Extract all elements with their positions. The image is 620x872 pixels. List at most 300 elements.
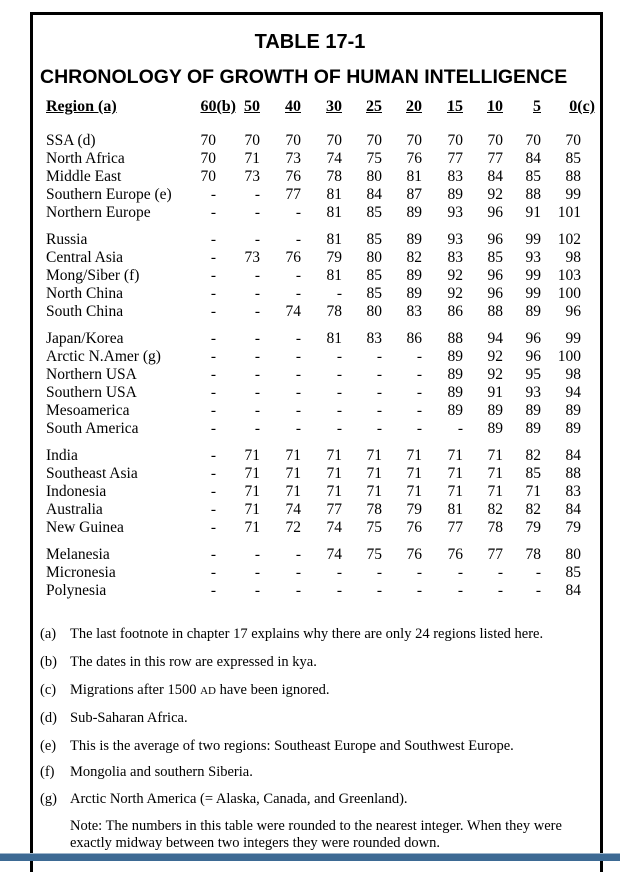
table-number: TABLE 17-1 (254, 31, 366, 53)
table-cell: 71 (326, 483, 342, 500)
row-region-label: Russia (46, 231, 88, 248)
column-header-50 (230, 98, 260, 116)
table-cell: - (295, 384, 301, 401)
table-cell: 85 (565, 150, 581, 167)
footnote (40, 791, 408, 808)
table-cell: 85 (525, 168, 541, 185)
table-cell: 84 (525, 150, 541, 167)
table-cell: - (254, 186, 260, 203)
table-cell: - (416, 348, 422, 365)
table-cell: - (295, 204, 301, 221)
footnote-text-text-before: Migrations after 1500 (70, 682, 201, 698)
table-cell: - (295, 366, 301, 383)
table-cell: 84 (565, 582, 581, 599)
table-cell: 93 (447, 204, 463, 221)
table-cell: - (254, 330, 260, 347)
table-cell: 70 (447, 132, 463, 149)
rounding-note: Note: The numbers in this table were rounded to the nearest integer. When they were exactly midway between two integers they were rounded down. (70, 818, 562, 851)
table-cell: - (295, 330, 301, 347)
table-cell: - (376, 402, 382, 419)
column-header-note: (c) (577, 98, 595, 115)
footnote-text: Sub-Saharan Africa. (70, 710, 188, 726)
table-cell: 99 (525, 267, 541, 284)
table-cell: - (336, 384, 342, 401)
table-cell: - (210, 564, 216, 581)
table-cell: 96 (487, 204, 503, 221)
row-region-label: Melanesia (46, 546, 110, 563)
table-cell: 82 (487, 501, 503, 518)
table-cell: 83 (447, 249, 463, 266)
table-cell: 71 (244, 150, 260, 167)
column-header-40 (271, 98, 301, 116)
table-cell: - (336, 366, 342, 383)
table-cell: 83 (366, 330, 382, 347)
header-region-note: (a) (94, 98, 117, 115)
column-header-25 (352, 98, 382, 116)
footnote-text: Mongolia and southern Siberia. (70, 764, 253, 780)
table-cell: 71 (406, 447, 422, 464)
table-cell: 96 (525, 330, 541, 347)
table-cell: 81 (326, 231, 342, 248)
footnote-key: (g) (40, 791, 57, 807)
table-cell: - (336, 402, 342, 419)
table-cell: - (336, 285, 342, 302)
header-region (46, 98, 117, 116)
table-cell: 89 (565, 420, 581, 437)
table-cell: 71 (366, 465, 382, 482)
table-cell: 77 (487, 546, 503, 563)
table-cell: 70 (285, 132, 301, 149)
table-cell: 87 (406, 186, 422, 203)
table-cell: 70 (487, 132, 503, 149)
table-cell: 71 (326, 447, 342, 464)
table-cell: - (254, 582, 260, 599)
column-header-0 (543, 98, 595, 116)
table-cell: - (210, 519, 216, 536)
table-cell: - (376, 582, 382, 599)
table-cell: - (254, 366, 260, 383)
footnote (40, 710, 188, 727)
table-cell: - (210, 546, 216, 563)
table-cell: - (210, 366, 216, 383)
row-region-label: India (46, 447, 78, 464)
table-cell: - (210, 420, 216, 437)
table-cell: 89 (406, 231, 422, 248)
table-cell: - (254, 303, 260, 320)
row-region-label: Indonesia (46, 483, 107, 500)
table-cell: 99 (525, 285, 541, 302)
table-cell: 74 (326, 150, 342, 167)
column-header-label: 15 (447, 98, 463, 115)
table-cell: 89 (447, 348, 463, 365)
table-cell: 82 (525, 501, 541, 518)
table-cell: 70 (200, 132, 216, 149)
table-cell: 101 (557, 204, 581, 221)
table-cell: 70 (200, 150, 216, 167)
table-cell: - (210, 249, 216, 266)
row-region-label: Japan/Korea (46, 330, 124, 347)
table-cell: 73 (244, 249, 260, 266)
table-cell: 76 (406, 150, 422, 167)
column-header-30 (312, 98, 342, 116)
table-cell: 71 (406, 465, 422, 482)
table-cell: 89 (525, 420, 541, 437)
table-cell: - (295, 285, 301, 302)
table-cell: 70 (565, 132, 581, 149)
table-cell: - (254, 204, 260, 221)
column-header-10 (473, 98, 503, 116)
table-cell: 89 (406, 204, 422, 221)
table-cell: 86 (447, 303, 463, 320)
table-cell: - (457, 564, 463, 581)
table-cell: 76 (285, 168, 301, 185)
table-cell: 75 (366, 519, 382, 536)
table-cell: 89 (487, 402, 503, 419)
row-region-label: Middle East (46, 168, 122, 185)
table-cell: - (210, 582, 216, 599)
table-cell: - (210, 348, 216, 365)
row-region-label: New Guinea (46, 519, 124, 536)
table-cell: 96 (525, 348, 541, 365)
table-cell: 71 (244, 483, 260, 500)
table-cell: - (254, 402, 260, 419)
table-cell: 78 (525, 546, 541, 563)
column-header-label: 10 (487, 98, 503, 115)
table-cell: 77 (326, 501, 342, 518)
table-cell: 77 (447, 519, 463, 536)
column-header-20 (392, 98, 422, 116)
table-cell: 92 (487, 348, 503, 365)
table-cell: 77 (487, 150, 503, 167)
table-cell: 98 (565, 366, 581, 383)
table-cell: 98 (565, 249, 581, 266)
table-cell: - (336, 564, 342, 581)
row-region-label: SSA (d) (46, 132, 96, 149)
table-title: CHRONOLOGY OF GROWTH OF HUMAN INTELLIGENCE (40, 66, 568, 88)
table-cell: 71 (244, 447, 260, 464)
table-cell: 89 (406, 285, 422, 302)
table-cell: 89 (406, 267, 422, 284)
table-cell: 102 (557, 231, 581, 248)
table-cell: 78 (326, 303, 342, 320)
table-cell: 76 (447, 546, 463, 563)
table-cell: 83 (406, 303, 422, 320)
footnote-key: (e) (40, 738, 57, 754)
table-cell: 92 (487, 366, 503, 383)
table-cell: 71 (366, 483, 382, 500)
footnote-text: This is the average of two regions: Southeast Europe and Southwest Europe. (70, 738, 514, 754)
table-cell: 77 (285, 186, 301, 203)
table-cell: - (210, 465, 216, 482)
table-cell: 80 (565, 546, 581, 563)
table-cell: - (210, 402, 216, 419)
row-region-label: South America (46, 420, 139, 437)
table-cell: 71 (525, 483, 541, 500)
table-cell: 78 (487, 519, 503, 536)
row-region-label: Southern USA (46, 384, 137, 401)
table-cell: 89 (447, 402, 463, 419)
header-region-label: Region (46, 98, 94, 115)
table-cell: 70 (326, 132, 342, 149)
table-cell: - (416, 384, 422, 401)
table-cell: 70 (244, 132, 260, 149)
table-cell: 84 (565, 447, 581, 464)
table-cell: 93 (525, 249, 541, 266)
table-cell: 80 (366, 303, 382, 320)
table-cell: 74 (326, 546, 342, 563)
table-cell: 83 (565, 483, 581, 500)
column-header-label: 25 (366, 98, 382, 115)
footnote (40, 626, 543, 643)
table-cell: 89 (487, 420, 503, 437)
column-header-label: 0 (569, 98, 578, 115)
table-cell: - (295, 564, 301, 581)
table-cell: 71 (487, 465, 503, 482)
table-cell: - (295, 420, 301, 437)
table-cell: - (210, 447, 216, 464)
table-cell: 81 (326, 330, 342, 347)
table-cell: 71 (366, 447, 382, 464)
column-header-label: 30 (326, 98, 342, 115)
table-cell: - (295, 267, 301, 284)
table-cell: - (254, 231, 260, 248)
table-cell: - (210, 501, 216, 518)
table-cell: 74 (326, 519, 342, 536)
table-cell: 88 (525, 186, 541, 203)
table-cell: - (295, 546, 301, 563)
table-cell: 103 (557, 267, 581, 284)
table-cell: 80 (366, 249, 382, 266)
table-cell: 93 (447, 231, 463, 248)
table-cell: 85 (366, 231, 382, 248)
footnote (40, 682, 330, 699)
table-cell: 70 (406, 132, 422, 149)
column-header-label: 40 (285, 98, 301, 115)
table-cell: 92 (447, 285, 463, 302)
table-cell: 82 (406, 249, 422, 266)
table-cell: 70 (200, 168, 216, 185)
table-cell: - (457, 420, 463, 437)
table-cell: 71 (244, 501, 260, 518)
footnote-key: (f) (40, 764, 55, 780)
table-cell: 89 (447, 186, 463, 203)
table-cell: 85 (366, 267, 382, 284)
table-cell: 85 (366, 204, 382, 221)
table-cell: 73 (285, 150, 301, 167)
table-cell: - (210, 303, 216, 320)
table-cell: 99 (525, 231, 541, 248)
table-cell: 85 (565, 564, 581, 581)
table-cell: 96 (487, 267, 503, 284)
table-cell: 83 (447, 168, 463, 185)
row-region-label: Micronesia (46, 564, 116, 581)
table-cell: 88 (447, 330, 463, 347)
table-cell: 86 (406, 330, 422, 347)
row-region-label: North Africa (46, 150, 125, 167)
table-cell: 79 (565, 519, 581, 536)
row-region-label: Mesoamerica (46, 402, 130, 419)
table-cell: 81 (326, 204, 342, 221)
footnote-text-text-after: have been ignored. (215, 682, 330, 698)
table-cell: 71 (447, 483, 463, 500)
footnote-text-smallcaps: AD (200, 685, 216, 697)
table-cell: 76 (406, 546, 422, 563)
table-cell: - (416, 420, 422, 437)
row-region-label: Mong/Siber (f) (46, 267, 140, 284)
table-cell: - (254, 546, 260, 563)
table-cell: - (210, 186, 216, 203)
column-header-60 (184, 98, 236, 116)
table-cell: - (295, 402, 301, 419)
table-cell: 99 (565, 330, 581, 347)
row-region-label: Northern Europe (46, 204, 151, 221)
table-cell: 79 (406, 501, 422, 518)
table-cell: - (210, 204, 216, 221)
table-cell: 84 (487, 168, 503, 185)
table-cell: 96 (487, 285, 503, 302)
table-cell: - (295, 231, 301, 248)
footnote-key: (b) (40, 654, 57, 670)
row-region-label: Arctic N.Amer (g) (46, 348, 161, 365)
table-cell: 88 (487, 303, 503, 320)
table-cell: - (376, 384, 382, 401)
table-cell: 96 (487, 231, 503, 248)
table-cell: 81 (447, 501, 463, 518)
table-cell: 94 (565, 384, 581, 401)
table-cell: - (416, 366, 422, 383)
table-cell: 79 (525, 519, 541, 536)
table-cell: 81 (406, 168, 422, 185)
table-cell: 82 (525, 447, 541, 464)
table-cell: 71 (244, 519, 260, 536)
table-cell: 78 (366, 501, 382, 518)
table-cell: - (254, 420, 260, 437)
table-cell: 76 (406, 519, 422, 536)
table-cell: 88 (565, 465, 581, 482)
row-region-label: Southeast Asia (46, 465, 138, 482)
table-cell: 71 (326, 465, 342, 482)
column-header-label: 60 (200, 98, 217, 115)
table-cell: - (210, 285, 216, 302)
table-cell: 73 (244, 168, 260, 185)
table-cell: 79 (326, 249, 342, 266)
table-cell: 71 (285, 447, 301, 464)
table-cell: 92 (487, 186, 503, 203)
table-cell: 85 (487, 249, 503, 266)
table-cell: 71 (487, 447, 503, 464)
table-cell: 89 (525, 402, 541, 419)
table-cell: 100 (557, 348, 581, 365)
table-cell: 92 (447, 267, 463, 284)
table-cell: 89 (447, 366, 463, 383)
table-cell: - (210, 483, 216, 500)
table-cell: 71 (406, 483, 422, 500)
table-cell: 81 (326, 186, 342, 203)
footnote-text: The last footnote in chapter 17 explains why there are only 24 regions listed here. (70, 626, 544, 642)
table-cell: - (295, 348, 301, 365)
table-cell: 71 (487, 483, 503, 500)
table-cell: 85 (366, 285, 382, 302)
row-region-label: Polynesia (46, 582, 107, 599)
table-cell: 71 (447, 465, 463, 482)
table-cell: - (336, 420, 342, 437)
table-cell: - (497, 582, 503, 599)
footnote-text: Arctic North America (= Alaska, Canada, and Greenland). (70, 791, 408, 807)
table-cell: 91 (487, 384, 503, 401)
table-cell: - (416, 564, 422, 581)
table-cell: 70 (366, 132, 382, 149)
table-cell: 85 (525, 465, 541, 482)
table-cell: 95 (525, 366, 541, 383)
table-cell: - (376, 420, 382, 437)
table-cell: - (376, 348, 382, 365)
table-cell: 77 (447, 150, 463, 167)
table-cell: 71 (285, 483, 301, 500)
table-cell: - (416, 402, 422, 419)
table-cell: - (457, 582, 463, 599)
footnote-key: (a) (40, 626, 57, 642)
row-region-label: Southern Europe (e) (46, 186, 172, 203)
table-cell: - (295, 582, 301, 599)
column-header-note: (b) (216, 98, 236, 115)
table-cell: - (497, 564, 503, 581)
table-cell: - (336, 582, 342, 599)
column-header-label: 50 (244, 98, 260, 115)
table-cell: 75 (366, 150, 382, 167)
row-region-label: Northern USA (46, 366, 137, 383)
row-region-label: Central Asia (46, 249, 124, 266)
row-region-label: North China (46, 285, 124, 302)
table-cell: 70 (525, 132, 541, 149)
table-cell: 84 (565, 501, 581, 518)
table-cell: 100 (557, 285, 581, 302)
table-cell: 75 (366, 546, 382, 563)
table-cell: 96 (565, 303, 581, 320)
table-cell: - (416, 582, 422, 599)
column-header-label: 5 (533, 98, 541, 115)
table-cell: 74 (285, 303, 301, 320)
table-cell: 91 (525, 204, 541, 221)
table-cell: 74 (285, 501, 301, 518)
row-region-label: South China (46, 303, 124, 320)
table-cell: 72 (285, 519, 301, 536)
table-cell: 71 (244, 465, 260, 482)
footnote-key: (c) (40, 682, 57, 698)
table-cell: 93 (525, 384, 541, 401)
table-cell: - (376, 564, 382, 581)
footnote-text: The dates in this row are expressed in kya. (70, 654, 317, 670)
column-header-label: 20 (406, 98, 422, 115)
table-cell: - (376, 366, 382, 383)
table-cell: 78 (326, 168, 342, 185)
footnote (40, 738, 514, 755)
table-cell: - (535, 564, 541, 581)
table-cell: 89 (525, 303, 541, 320)
table-cell: 81 (326, 267, 342, 284)
table-cell: 89 (447, 384, 463, 401)
table-cell: 80 (366, 168, 382, 185)
column-header-5 (511, 98, 541, 116)
table-cell: - (254, 384, 260, 401)
table-cell: 94 (487, 330, 503, 347)
table-cell: - (336, 348, 342, 365)
table-cell: - (210, 330, 216, 347)
table-cell: 71 (285, 465, 301, 482)
table-cell: 76 (285, 249, 301, 266)
table-cell: - (254, 285, 260, 302)
table-cell: 99 (565, 186, 581, 203)
table-cell: 84 (366, 186, 382, 203)
